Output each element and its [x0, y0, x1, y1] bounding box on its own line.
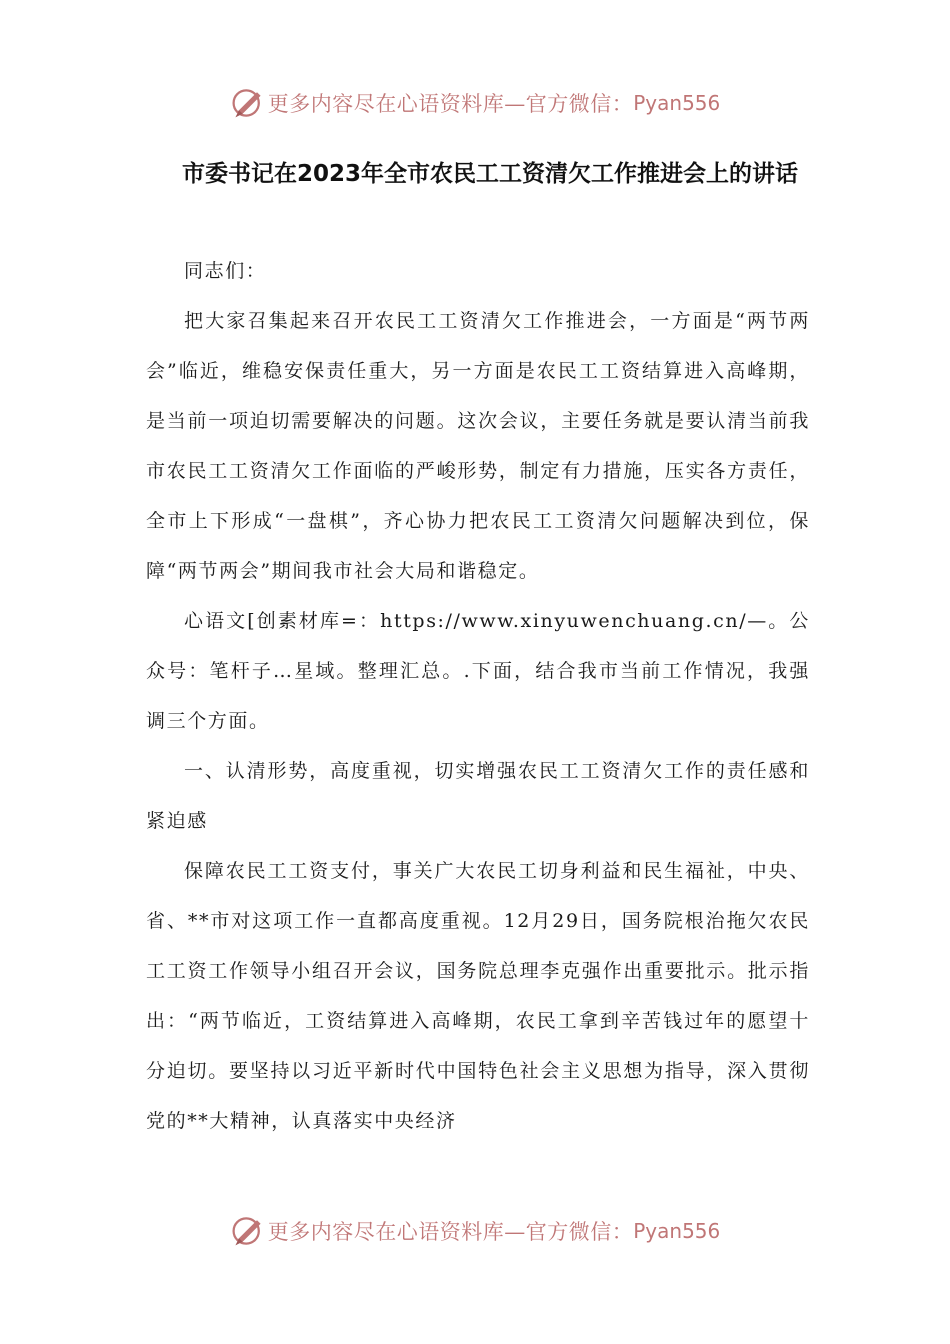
- salutation: 同志们：: [184, 260, 267, 282]
- document-body: [146, 246, 810, 1146]
- watermark-wechat-id: Pyan556: [633, 1219, 721, 1243]
- section-heading: 一、认清形势，高度重视，切实增强农民工工资清欠工作的责任感和紧迫感: [146, 760, 810, 832]
- watermark-text: 更多内容尽在心语资料库—官方微信：: [267, 1220, 634, 1244]
- watermark-footer: [0, 1211, 950, 1251]
- watermark-text: 更多内容尽在心语资料库—官方微信：: [267, 92, 634, 116]
- watermark-wechat-id: Pyan556: [633, 91, 721, 115]
- paragraph: 心语文[创素材库=：https://www.xinyuwenchuang.cn/—。公众号：笔杆子…星域。整理汇总。.下面，结合我市当前工作情况，我强调三个方面。: [146, 610, 810, 732]
- paragraph: 保障农民工工资支付，事关广大农民工切身利益和民生福祉，中央、省、**市对这项工作一直都高度重视。12月29日，国务院根治拖欠农民工工资工作领导小组召开会议，国务院总理李克强作出重要批示。批示指出：“两节临近，工资结算进入高峰期，农民工拿到辛苦钱过年的愿望十分迫切。要坚持以习近平新时代中国特色社会主义思想为指导，深入贯彻党的**大精神，认真落实中央经济: [146, 860, 810, 1132]
- document-title: 市委书记在2023年全市农民工工资清欠工作推进会上的讲话: [181, 161, 798, 187]
- paragraph: 把大家召集起来召开农民工工资清欠工作推进会，一方面是“两节两会”临近，维稳安保责任重大，另一方面是农民工工资结算进入高峰期，是当前一项迫切需要解决的问题。这次会议，主要任务就是要认清当前我市农民工工资清欠工作面临的严峻形势，制定有力措施，压实各方责任，全市上下形成“一盘棋”，齐心协力把农民工工资清欠问题解决到位，保障“两节两会”期间我市社会大局和谐稳定。: [146, 310, 810, 582]
- pen-logo-icon: [230, 1213, 266, 1249]
- pen-logo-icon: [230, 85, 266, 121]
- watermark-header: [0, 83, 950, 123]
